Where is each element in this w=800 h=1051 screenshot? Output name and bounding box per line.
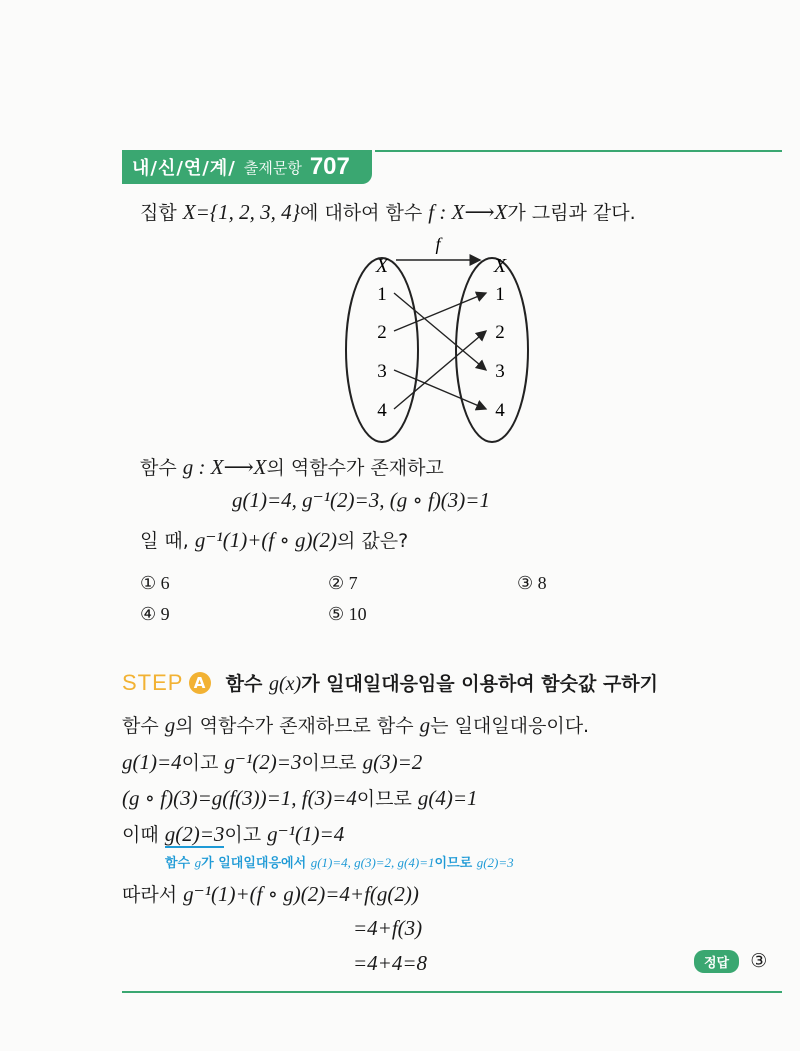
answer-value: ③ [750,951,768,972]
mapping-arrow-4 [394,331,486,409]
question-expr: g⁻¹(1)+(f ∘ g)(2) [194,528,337,552]
l1-b: 의 역함수가 존재하므로 함수 [175,715,420,737]
question [140,526,408,553]
domain-item-3: 3 [377,361,387,382]
problem-number: 707 [309,153,350,180]
solution-line-1 [122,711,589,738]
answer [694,950,767,973]
l3-a: 이므로 [356,788,418,810]
l1-m1: g [164,713,176,737]
l1-c: 는 일대일대응이다. [430,715,590,737]
solution-line-7: =4+4=8 [353,951,428,975]
l4-b: 이고 [224,824,268,846]
note-b: 가 일대일대응에서 [201,856,311,871]
l2-m2: g⁻¹(2)=3 [224,750,302,774]
l4-m1: g(2)=3 [164,822,225,846]
line2-suffix: 의 역함수가 존재하고 [266,457,444,479]
solution-line-6: =4+f(3) [353,916,423,940]
domain-label: X [375,255,389,277]
badge-sub: 출제문항 [243,158,302,177]
problem-line2 [140,453,444,480]
l3-m1: (g ∘ f)(3)=g(f(3))=1, f(3)=4 [122,786,357,810]
l2-a: 이고 [181,752,225,774]
l5-a: 따라서 [122,884,184,906]
question-suffix: 의 값은? [336,530,409,552]
intro-middle: 에 대하여 함수 [300,202,429,224]
intro-set: X={1, 2, 3, 4} [182,200,301,224]
domain-item-4: 4 [377,400,387,421]
solution-line-5 [122,880,419,907]
note-m1: g [194,855,202,870]
mapping-arrow-2 [394,293,486,331]
codomain-label: X [493,255,507,277]
l1-a: 함수 [122,715,165,737]
step-title [226,673,658,695]
badge-main: 내/신/연/계/ [132,158,236,179]
intro-func: f : X⟶X [428,200,508,224]
step-header [122,669,658,696]
mapping-arrow-1 [394,293,486,370]
intro-prefix: 집합 [140,202,183,224]
mapping-diagram [320,225,550,450]
mapping-arrows [394,293,486,409]
domain-items [377,284,387,421]
l5-m: g⁻¹(1)+(f ∘ g)(2)=4+f(g(2)) [183,882,419,906]
codomain-item-1: 1 [495,284,505,305]
codomain-item-4: 4 [495,400,505,421]
solution-line-2 [122,748,422,775]
note-c: 이므로 [434,856,477,871]
choice-4[interactable]: ④ 9 [140,604,170,624]
note-a: 함수 [165,856,195,871]
l2-m3: g(3)=2 [362,750,423,774]
step-title-math: g(x) [268,673,302,695]
l4-a: 이때 [122,824,165,846]
domain-item-1: 1 [377,284,387,305]
choice-2[interactable]: ② 7 [328,573,358,593]
step-letter-badge: A [189,672,211,694]
step-word: STEP [122,670,184,695]
l1-m2: g [419,713,431,737]
question-prefix: 일 때, [140,530,195,552]
codomain-ellipse [456,258,528,442]
header-rule [375,150,782,152]
problem-header-badge [122,150,372,184]
codomain-item-2: 2 [495,322,505,343]
choice-3[interactable]: ③ 8 [517,573,547,593]
l3-m2: g(4)=1 [417,786,478,810]
problem-intro [140,198,636,225]
condition: g(1)=4, g⁻¹(2)=3, (g ∘ f)(3)=1 [232,488,490,512]
codomain-item-3: 3 [495,361,505,382]
codomain-items [495,284,505,421]
choice-1[interactable]: ① 6 [140,573,170,593]
choice-5[interactable]: ⑤ 10 [328,604,367,624]
l2-m1: g(1)=4 [122,750,182,774]
hint-note [165,852,514,871]
step-title-a: 함수 [225,673,269,695]
solution-line-3 [122,784,478,811]
line2-prefix: 함수 [140,457,183,479]
l2-b: 이므로 [301,752,363,774]
note-m3: g(2)=3 [476,855,514,870]
footer-rule [122,991,782,993]
intro-suffix: 가 그림과 같다. [507,202,636,224]
note-m2: g(1)=4, g(3)=2, g(4)=1 [310,855,435,870]
line2-func: g : X⟶X [182,455,267,479]
answer-badge: 정답 [694,950,739,973]
l4-m2: g⁻¹(1)=4 [267,822,345,846]
function-label: f [435,234,441,254]
solution-line-4 [122,820,344,847]
mapping-arrow-3 [394,370,486,409]
domain-item-2: 2 [377,322,387,343]
step-title-b: 가 일대일대응임을 이용하여 함숫값 구하기 [301,673,659,695]
